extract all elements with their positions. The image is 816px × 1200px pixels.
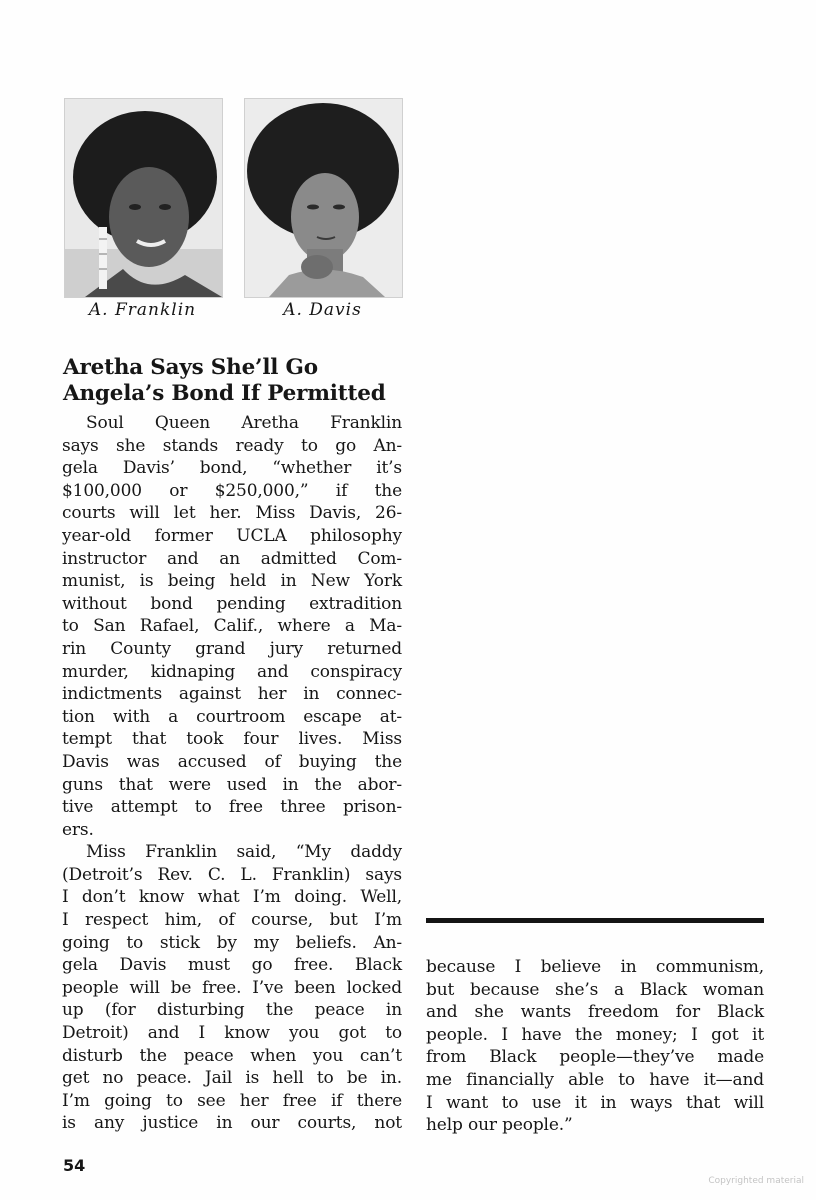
body-line: tion with a courtroom escape at- <box>62 706 402 727</box>
body-line: disturb the peace when you can’t <box>62 1045 402 1066</box>
angela-davis-photo <box>244 98 403 298</box>
body-line: get no peace. Jail is hell to be in. <box>62 1068 402 1089</box>
article-headline <box>63 355 408 407</box>
body-line: going to stick by my beliefs. An- <box>62 932 402 953</box>
body-line: year-old former UCLA philosophy <box>62 525 402 546</box>
body-line: Davis was accused of buying the <box>62 751 402 772</box>
body-line: tive attempt to free three prison- <box>62 797 402 818</box>
body-line: me financially able to have it—and <box>426 1069 764 1090</box>
body-line: up (for disturbing the peace in <box>62 1000 402 1021</box>
aretha-franklin-photo <box>64 98 223 298</box>
article-body-right-column <box>426 956 764 1137</box>
body-line: people. I have the money; I got it <box>426 1024 764 1045</box>
body-line: courts will let her. Miss Davis, 26- <box>62 503 402 524</box>
body-line: I’m going to see her free if there <box>62 1090 402 1111</box>
page-number: 54 <box>63 1156 86 1175</box>
headline-line: Angela’s Bond If Permitted <box>63 381 386 406</box>
body-line: but because she’s a Black woman <box>426 979 764 1000</box>
article-body-left-column <box>62 412 402 1135</box>
photo-caption-davis: A. Davis <box>283 300 362 320</box>
body-line: to San Rafael, Calif., where a Ma- <box>62 616 402 637</box>
body-line: (Detroit’s Rev. C. L. Franklin) says <box>62 864 402 885</box>
headline-line: Aretha Says She’ll Go <box>63 355 318 380</box>
body-line: guns that were used in the abor- <box>62 774 402 795</box>
body-line: Soul Queen Aretha Franklin <box>86 413 402 433</box>
body-line: Miss Franklin said, “My daddy <box>86 842 402 863</box>
body-line: Detroit) and I know you got to <box>62 1023 402 1044</box>
body-line: because I believe in communism, <box>426 957 764 977</box>
body-line: ers. <box>62 819 94 840</box>
body-line: gela Davis must go free. Black <box>62 955 402 976</box>
body-line: rin County grand jury returned <box>62 638 402 659</box>
body-line: without bond pending extradition <box>62 593 402 614</box>
body-line: indictments against her in connec- <box>62 684 402 705</box>
body-line: help our people.” <box>426 1115 573 1136</box>
body-line: I want to use it in ways that will <box>426 1092 764 1113</box>
column-divider-rule <box>426 918 764 923</box>
body-line: gela Davis’ bond, “whether it’s <box>62 458 402 479</box>
body-line: and she wants freedom for Black <box>426 1002 764 1023</box>
copyright-watermark: Copyrighted material <box>708 1176 804 1186</box>
body-line: says she stands ready to go An- <box>62 435 402 456</box>
body-line: murder, kidnaping and conspiracy <box>62 661 402 682</box>
body-line: I don’t know what I’m doing. Well, <box>62 887 402 908</box>
body-line: munist, is being held in New York <box>62 571 402 592</box>
body-line: is any justice in our courts, not <box>62 1113 402 1134</box>
body-line: I respect him, of course, but I’m <box>62 910 402 931</box>
body-line: from Black people—they’ve made <box>426 1047 764 1068</box>
body-line: tempt that took four lives. Miss <box>62 729 402 750</box>
body-line: instructor and an admitted Com- <box>62 548 402 569</box>
body-line: people will be free. I’ve been locked <box>62 977 402 998</box>
photo-caption-franklin: A. Franklin <box>88 300 197 320</box>
body-line: $100,000 or $250,000,” if the <box>62 480 402 501</box>
